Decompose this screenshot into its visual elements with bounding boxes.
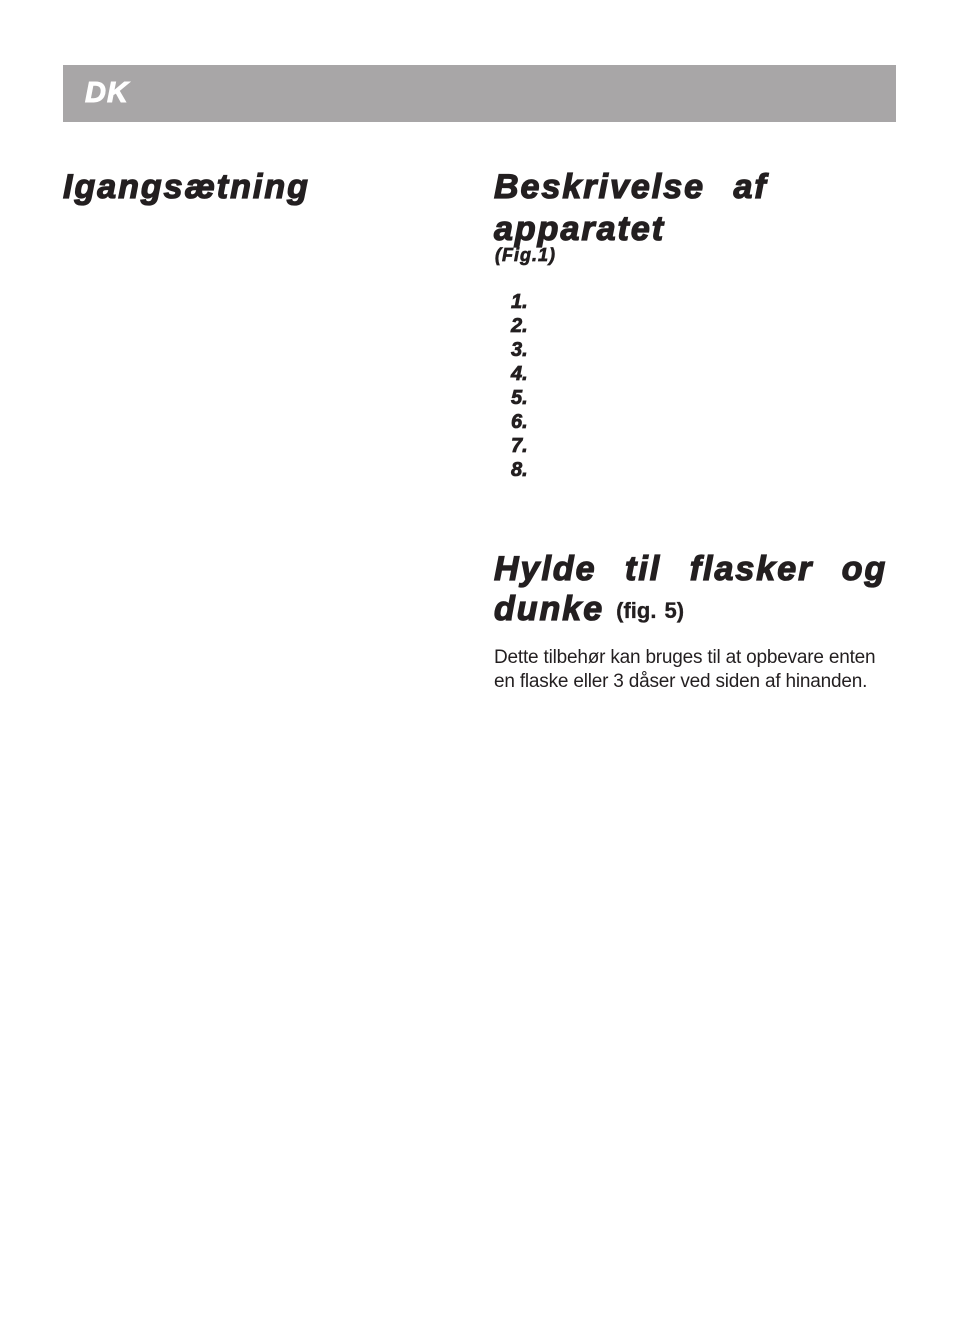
shelf-heading-line1: Hylde til flasker og: [494, 550, 888, 588]
shelf-paragraph: [494, 646, 875, 693]
list-item-number: 6.: [511, 411, 528, 433]
figure-5-reference: (fig. 5): [616, 598, 685, 623]
description-heading-line1: Beskrivelse af: [494, 168, 768, 206]
shelf-heading-line2-word: dunke: [494, 590, 605, 628]
list-item-number: 2.: [511, 315, 528, 337]
list-item-number: 3.: [511, 339, 528, 361]
list-item-number: 1.: [511, 291, 528, 313]
startup-section-heading: Igangsætning: [63, 168, 310, 206]
shelf-paragraph-line1: Dette tilbehør kan bruges til at opbevare enten: [494, 647, 876, 668]
language-bar: [63, 65, 896, 122]
figure-1-reference: (Fig.1): [495, 245, 556, 265]
language-code-label: DK: [85, 77, 129, 109]
list-item-number: 8.: [511, 459, 528, 481]
list-item-number: 4.: [511, 363, 528, 385]
shelf-heading-line2: [494, 589, 887, 631]
list-item-number: 7.: [511, 435, 528, 457]
shelf-section-heading: [494, 549, 887, 631]
description-heading-line2: apparatet: [494, 210, 666, 248]
parts-list: [511, 290, 528, 482]
list-item-number: 5.: [511, 387, 528, 409]
description-section-heading: [494, 166, 768, 250]
shelf-paragraph-line2: en flaske eller 3 dåser ved siden af hinanden.: [494, 670, 868, 692]
